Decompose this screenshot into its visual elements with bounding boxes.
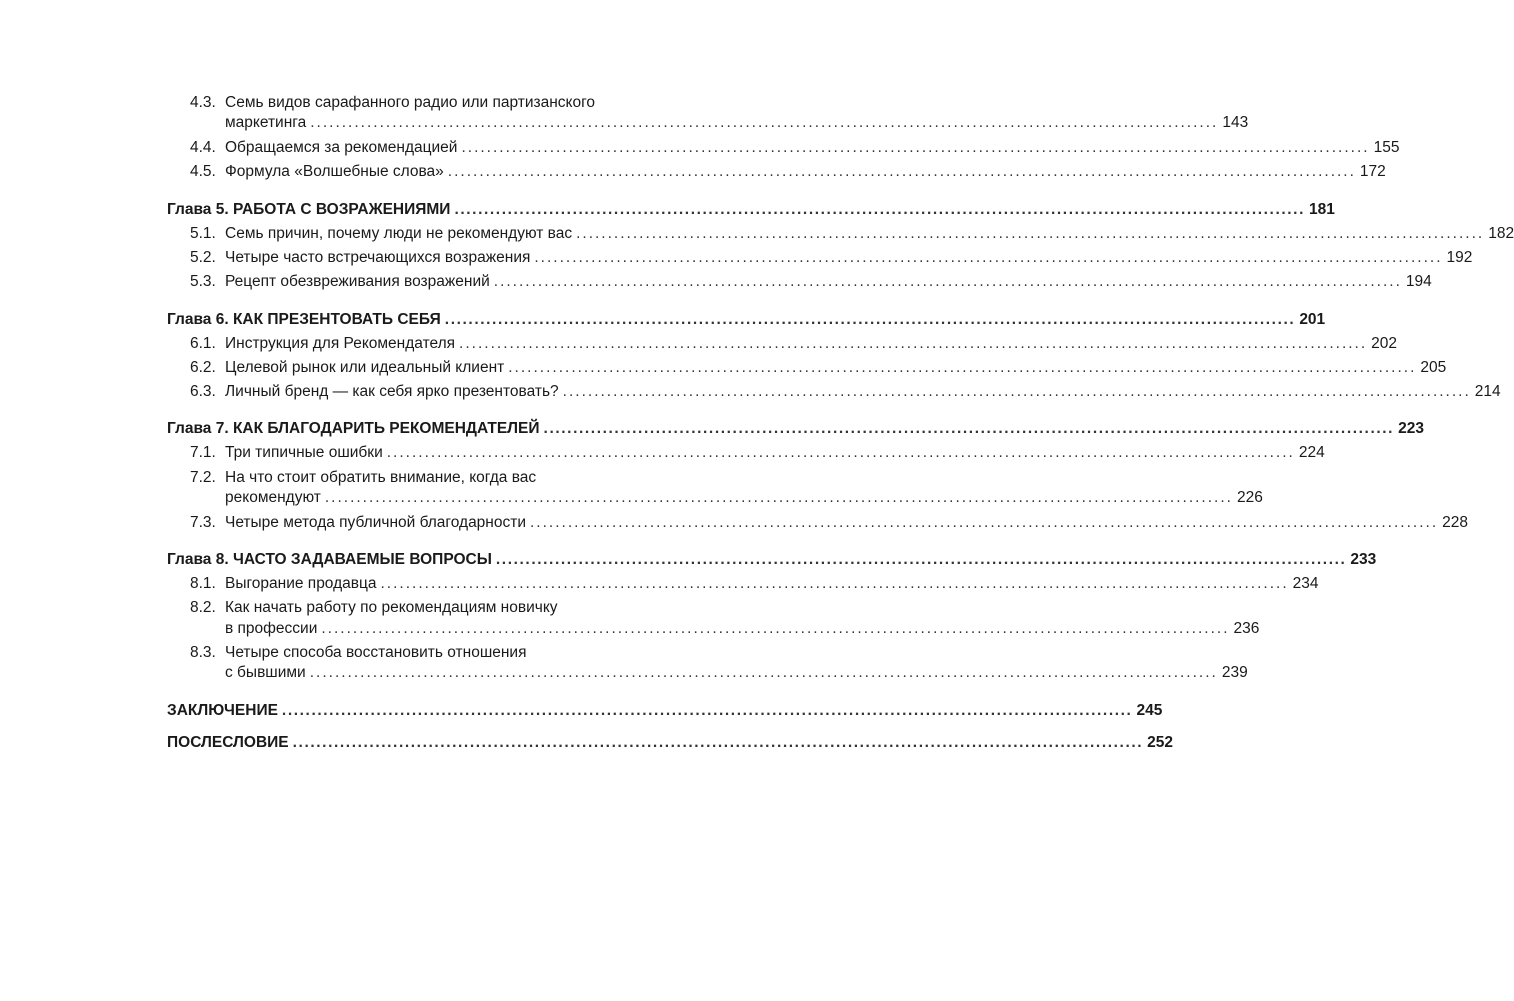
entry-title: маркетинга — [225, 114, 307, 131]
entry-page: 194 — [1405, 273, 1432, 290]
toc-entry-7-2-continued — [225, 488, 1263, 508]
entry-title: Четыре часто встречающихся возражения — [225, 249, 531, 266]
dot-leader: ................................................................................................................................................ — [386, 444, 1295, 461]
chapter-page: 245 — [1136, 702, 1163, 719]
chapter-page: 233 — [1350, 551, 1377, 568]
dot-leader: ................................................................................................................................................ — [576, 225, 1485, 242]
dot-leader: ................................................................................................................................................ — [309, 664, 1218, 681]
toc-conclusion — [167, 701, 1163, 721]
entry-title: Семь причин, почему люди не рекомендуют вас — [225, 225, 573, 242]
dot-leader: ................................................................................................................................................ — [292, 734, 1144, 751]
dot-leader: ................................................................................................................................................ — [447, 163, 1356, 180]
toc-afterword — [167, 733, 1174, 753]
entry-title: Четыре способа восстановить отношения — [225, 644, 527, 661]
entry-title: с бывшими — [225, 664, 306, 681]
dot-leader: ................................................................................................................................................ — [530, 514, 1439, 531]
dot-leader: ................................................................................................................................................ — [324, 489, 1233, 506]
toc-entry-5-2 — [190, 248, 1473, 268]
dot-leader: ................................................................................................................................................ — [380, 575, 1289, 592]
entry-page: 234 — [1292, 575, 1319, 592]
chapter-title: Глава 5. РАБОТА С ВОЗРАЖЕНИЯМИ — [167, 201, 451, 218]
entry-number: 4.5. — [190, 163, 216, 180]
entry-number: 5.2. — [190, 249, 216, 266]
toc-entry-8-1 — [190, 574, 1319, 594]
toc-entry-4-3-continued — [225, 113, 1249, 133]
entry-page: 172 — [1359, 163, 1386, 180]
entry-number: 6.3. — [190, 383, 216, 400]
entry-number: 5.1. — [190, 225, 216, 242]
entry-page: 202 — [1371, 335, 1398, 352]
toc-entry-5-1 — [190, 224, 1514, 244]
chapter-title: Глава 6. КАК ПРЕЗЕНТОВАТЬ СЕБЯ — [167, 311, 441, 328]
chapter-page: 252 — [1147, 734, 1174, 751]
toc-entry-4-3 — [190, 93, 661, 113]
entry-number: 4.3. — [190, 94, 216, 111]
entry-number: 5.3. — [190, 273, 216, 290]
entry-title: рекомендуют — [225, 489, 321, 506]
entry-title: Целевой рынок или идеальный клиент — [225, 359, 505, 376]
entry-page: 143 — [1222, 114, 1249, 131]
toc-entry-7-3 — [190, 513, 1468, 533]
chapter-title: Глава 8. ЧАСТО ЗАДАВАЕМЫЕ ВОПРОСЫ — [167, 551, 492, 568]
entry-title: Формула «Волшебные слова» — [225, 163, 444, 180]
entry-page: 205 — [1420, 359, 1447, 376]
toc-entry-6-2 — [190, 358, 1447, 378]
dot-leader: ................................................................................................................................................ — [493, 273, 1402, 290]
dot-leader: ................................................................................................................................................ — [454, 201, 1305, 218]
entry-title: Выгорание продавца — [225, 575, 377, 592]
dot-leader: ................................................................................................................................................ — [461, 139, 1370, 156]
entry-title: Как начать работу по рекомендациям новичку — [225, 599, 558, 616]
toc-entry-8-3 — [190, 643, 661, 663]
toc-entry-8-2 — [190, 598, 661, 618]
dot-leader: ................................................................................................................................................ — [444, 311, 1296, 328]
toc-chapter-8 — [167, 550, 1377, 570]
dot-leader: ................................................................................................................................................ — [543, 420, 1395, 437]
toc-entry-7-2 — [190, 468, 661, 488]
dot-leader: ................................................................................................................................................ — [459, 335, 1368, 352]
entry-number: 6.2. — [190, 359, 216, 376]
chapter-page: 181 — [1308, 201, 1335, 218]
chapter-page: 201 — [1299, 311, 1326, 328]
dot-leader: ................................................................................................................................................ — [310, 114, 1219, 131]
entry-number: 7.2. — [190, 469, 216, 486]
entry-title: Личный бренд — как себя ярко презентовать? — [225, 383, 559, 400]
entry-title: Рецепт обезвреживания возражений — [225, 273, 490, 290]
toc-entry-7-1 — [190, 443, 1325, 463]
entry-title: На что стоит обратить внимание, когда вас — [225, 469, 537, 486]
entry-title: Обращаемся за рекомендацией — [225, 139, 458, 156]
toc-entry-6-1 — [190, 334, 1398, 354]
entry-page: 192 — [1446, 249, 1473, 266]
chapter-page: 223 — [1398, 420, 1424, 437]
toc-entry-6-3 — [190, 382, 1501, 402]
dot-leader: ................................................................................................................................................ — [562, 383, 1471, 400]
entry-title: Четыре метода публичной благодарности — [225, 514, 526, 531]
entry-page: 214 — [1474, 383, 1501, 400]
chapter-title: ПОСЛЕСЛОВИЕ — [167, 734, 289, 751]
chapter-title: Глава 7. КАК БЛАГОДАРИТЬ РЕКОМЕНДАТЕЛЕЙ — [167, 420, 540, 437]
toc-entry-8-3-continued — [225, 663, 1248, 683]
dot-leader: ................................................................................................................................................ — [534, 249, 1443, 266]
toc-entry-4-4 — [190, 138, 1400, 158]
entry-number: 4.4. — [190, 139, 216, 156]
entry-number: 8.2. — [190, 599, 216, 616]
entry-title: Три типичные ошибки — [225, 444, 383, 461]
toc-chapter-5 — [167, 200, 1335, 220]
entry-number: 7.3. — [190, 514, 216, 531]
dot-leader: ................................................................................................................................................ — [508, 359, 1417, 376]
entry-title: Семь видов сарафанного радио или партизанского — [225, 94, 596, 111]
entry-number: 7.1. — [190, 444, 216, 461]
toc-entry-8-2-continued — [225, 619, 1260, 639]
dot-leader: ................................................................................................................................................ — [321, 620, 1230, 637]
entry-page: 236 — [1233, 620, 1260, 637]
toc-chapter-7 — [167, 419, 1424, 439]
chapter-title: ЗАКЛЮЧЕНИЕ — [167, 702, 278, 719]
entry-title: Инструкция для Рекомендателя — [225, 335, 456, 352]
dot-leader: ................................................................................................................................................ — [281, 702, 1133, 719]
toc-entry-5-3 — [190, 272, 1432, 292]
toc-entry-4-5 — [190, 162, 1386, 182]
entry-page: 226 — [1236, 489, 1263, 506]
entry-page: 239 — [1221, 664, 1248, 681]
entry-number: 8.3. — [190, 644, 216, 661]
entry-title: в профессии — [225, 620, 318, 637]
entry-number: 6.1. — [190, 335, 216, 352]
dot-leader: ................................................................................................................................................ — [495, 551, 1347, 568]
entry-page: 182 — [1488, 225, 1514, 242]
entry-page: 155 — [1373, 139, 1400, 156]
entry-number: 8.1. — [190, 575, 216, 592]
toc-chapter-6 — [167, 310, 1326, 330]
entry-page: 224 — [1298, 444, 1325, 461]
entry-page: 228 — [1442, 514, 1468, 531]
